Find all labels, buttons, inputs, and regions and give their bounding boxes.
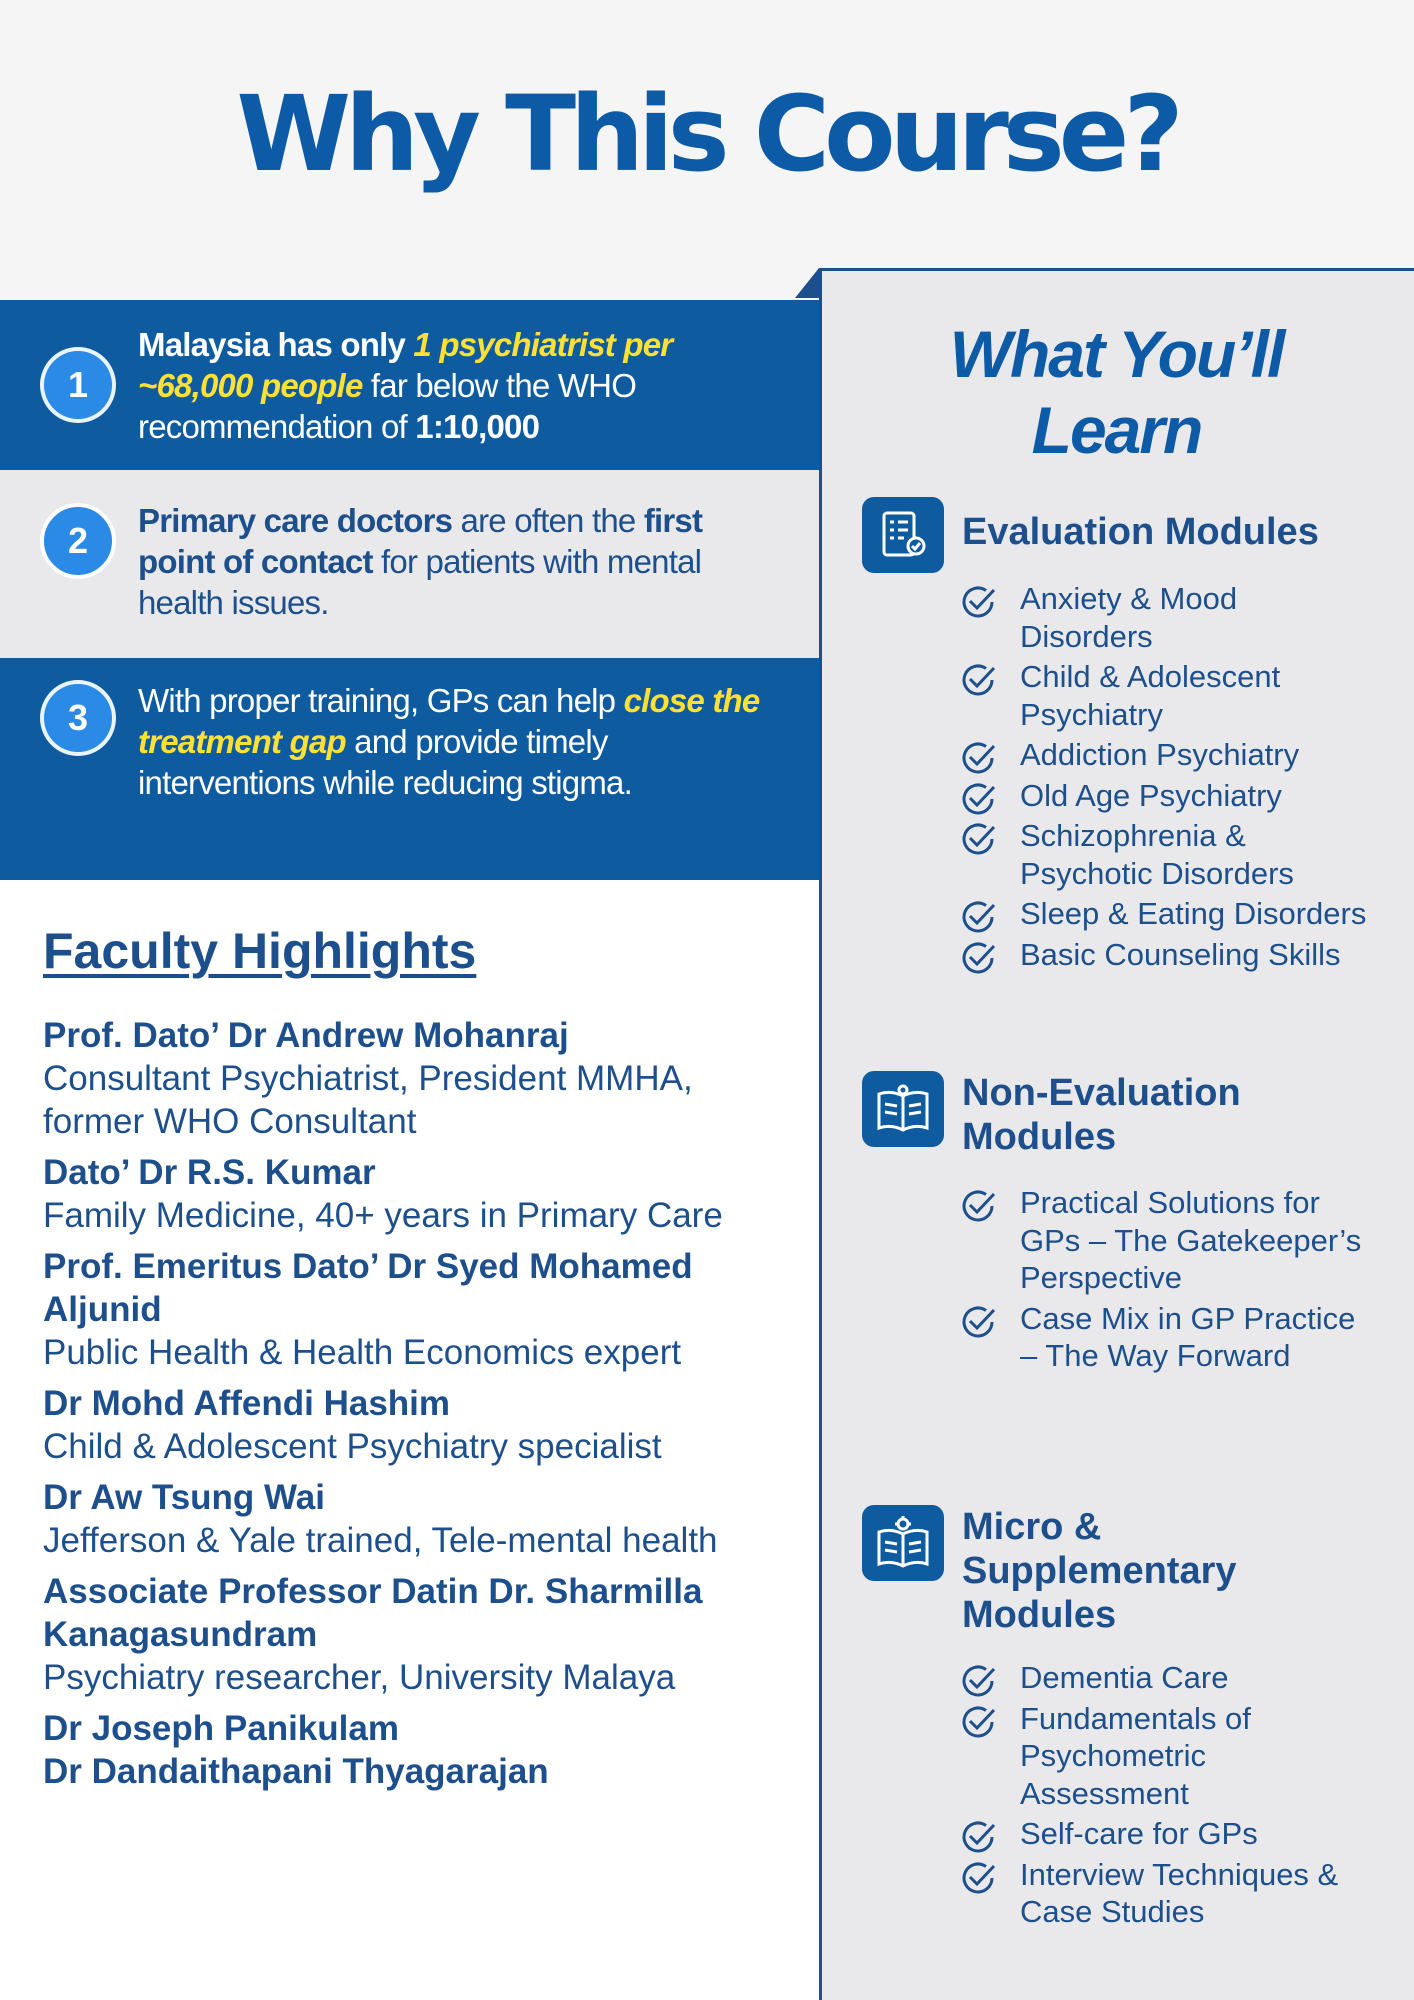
- check-icon: [958, 819, 998, 859]
- module-title: Non-Evaluation Modules: [962, 1072, 1241, 1158]
- check-icon: [958, 1186, 998, 1226]
- highlight-text: 1 psychiatrist per ~68,000 people: [138, 326, 673, 404]
- module-item: [958, 736, 1378, 774]
- reason-1: [0, 300, 819, 470]
- bold-text: first point of contact: [138, 502, 703, 580]
- module-title: Evaluation Modules: [962, 511, 1319, 553]
- check-icon: [958, 897, 998, 937]
- reason-number: 1: [40, 347, 116, 423]
- check-icon: [958, 1858, 998, 1898]
- reason-number: 3: [40, 680, 116, 756]
- faculty-desc: Child & Adolescent Psychiatry specialist: [43, 1427, 662, 1466]
- module-title: Micro & Supplementary Modules: [962, 1506, 1237, 1636]
- body-text: With proper training, GPs can help: [138, 682, 624, 719]
- check-icon: [958, 1302, 998, 1342]
- reason-text: [138, 680, 779, 803]
- body-text: and provide timely interventions while reducing stigma.: [138, 723, 632, 801]
- module-item-label: Self-care for GPs: [1020, 1816, 1258, 1851]
- faculty-member: [43, 1707, 783, 1750]
- module-evaluation-header: [862, 497, 1382, 573]
- checklist-icon: [862, 497, 944, 573]
- faculty-desc: Jefferson & Yale trained, Tele-mental health: [43, 1521, 718, 1560]
- book-gear-icon: [862, 1505, 944, 1581]
- learn-title-line1: What You’ll: [949, 317, 1284, 391]
- bold-text: Malaysia has only: [138, 326, 414, 363]
- module-item-label: Practical Solutions for GPs – The Gatekeeper’s Perspective: [1020, 1185, 1362, 1295]
- reason-number: 2: [40, 503, 116, 579]
- module-micro-items: [958, 1659, 1378, 1934]
- check-icon: [958, 938, 998, 978]
- module-item-label: Anxiety & Mood Disorders: [1020, 581, 1238, 654]
- module-item-label: Child & Adolescent Psychiatry: [1020, 659, 1281, 732]
- body-text: for patients with mental health issues.: [138, 543, 702, 621]
- faculty-member: [43, 1245, 783, 1374]
- faculty-member: [43, 1014, 783, 1143]
- check-icon: [958, 779, 998, 819]
- module-item-label: Dementia Care: [1020, 1660, 1229, 1695]
- faculty-name: Dr Joseph Panikulam: [43, 1709, 399, 1748]
- faculty-name: Dr Aw Tsung Wai: [43, 1478, 325, 1517]
- faculty-name: Dr Mohd Affendi Hashim: [43, 1384, 451, 1423]
- module-nonevaluation-items: [958, 1184, 1378, 1378]
- bold-text: 1:10,000: [415, 408, 540, 445]
- check-icon: [958, 582, 998, 622]
- check-icon: [958, 1702, 998, 1742]
- highlight-text: close the treatment gap: [138, 682, 760, 760]
- module-evaluation-items: [958, 580, 1378, 976]
- module-item-label: Interview Techniques & Case Studies: [1020, 1856, 1339, 1929]
- faculty-member: [43, 1750, 783, 1793]
- module-item: [958, 817, 1378, 892]
- learn-title-line2: Learn: [1031, 393, 1202, 467]
- module-item: [958, 580, 1378, 655]
- body-text: far below the WHO recommendation of: [138, 367, 637, 445]
- reason-3: [0, 658, 819, 880]
- open-book-icon: [862, 1071, 944, 1147]
- module-item-label: Addiction Psychiatry: [1020, 737, 1300, 772]
- module-item-label: Old Age Psychiatry: [1020, 777, 1282, 813]
- module-item: [958, 895, 1378, 933]
- faculty-name: Prof. Emeritus Dato’ Dr Syed Mohamed Aljunid: [43, 1247, 693, 1329]
- faculty-name: Associate Professor Datin Dr. Sharmilla Kanagasundram: [43, 1572, 703, 1654]
- faculty-member: [43, 1570, 783, 1699]
- learn-title: [819, 316, 1414, 468]
- module-item-label: Basic Counseling Skills: [1020, 936, 1341, 972]
- module-item: [958, 1184, 1378, 1297]
- faculty-name: Dato’ Dr R.S. Kumar: [43, 1153, 376, 1192]
- module-item: [958, 658, 1378, 733]
- module-item: [958, 1659, 1378, 1697]
- faculty-name: Dr Dandaithapani Thyagarajan: [43, 1752, 549, 1791]
- faculty-member: [43, 1476, 783, 1562]
- reason-text: [138, 324, 779, 447]
- module-item: [958, 1815, 1378, 1853]
- check-icon: [958, 1661, 998, 1701]
- faculty-desc: Public Health & Health Economics expert: [43, 1333, 682, 1372]
- module-micro-header: [862, 1505, 1292, 1637]
- faculty-desc: Psychiatry researcher, University Malaya: [43, 1658, 676, 1697]
- faculty-desc: Consultant Psychiatrist, President MMHA, former WHO Consultant: [43, 1059, 693, 1141]
- faculty-member: [43, 1382, 783, 1468]
- check-icon: [958, 660, 998, 700]
- check-icon: [958, 1817, 998, 1857]
- module-item-label: Schizophrenia & Psychotic Disorders: [1020, 818, 1294, 891]
- module-item: [958, 1700, 1378, 1813]
- module-item-label: Fundamentals of Psychometric Assessment: [1020, 1700, 1251, 1811]
- faculty-title: Faculty Highlights: [43, 923, 477, 979]
- faculty-name: Prof. Dato’ Dr Andrew Mohanraj: [43, 1016, 569, 1055]
- faculty-member: [43, 1151, 783, 1237]
- bold-text: Primary care doctors: [138, 502, 453, 539]
- reason-2: [0, 470, 819, 658]
- module-item-label: Case Mix in GP Practice – The Way Forward: [1020, 1300, 1356, 1373]
- module-item-label: Sleep & Eating Disorders: [1020, 896, 1367, 931]
- faculty-list: [43, 1014, 783, 1793]
- module-nonevaluation-header: [862, 1071, 1292, 1159]
- module-item: [958, 1856, 1378, 1931]
- check-icon: [958, 738, 998, 778]
- faculty-desc: Family Medicine, 40+ years in Primary Care: [43, 1196, 723, 1235]
- module-item: [958, 1300, 1378, 1375]
- page-title: Why This Course?: [236, 73, 1178, 195]
- module-item: [958, 777, 1378, 815]
- reason-text: [138, 500, 779, 623]
- band-fold: [795, 268, 819, 298]
- body-text: are often the: [452, 502, 644, 539]
- module-item: [958, 936, 1378, 974]
